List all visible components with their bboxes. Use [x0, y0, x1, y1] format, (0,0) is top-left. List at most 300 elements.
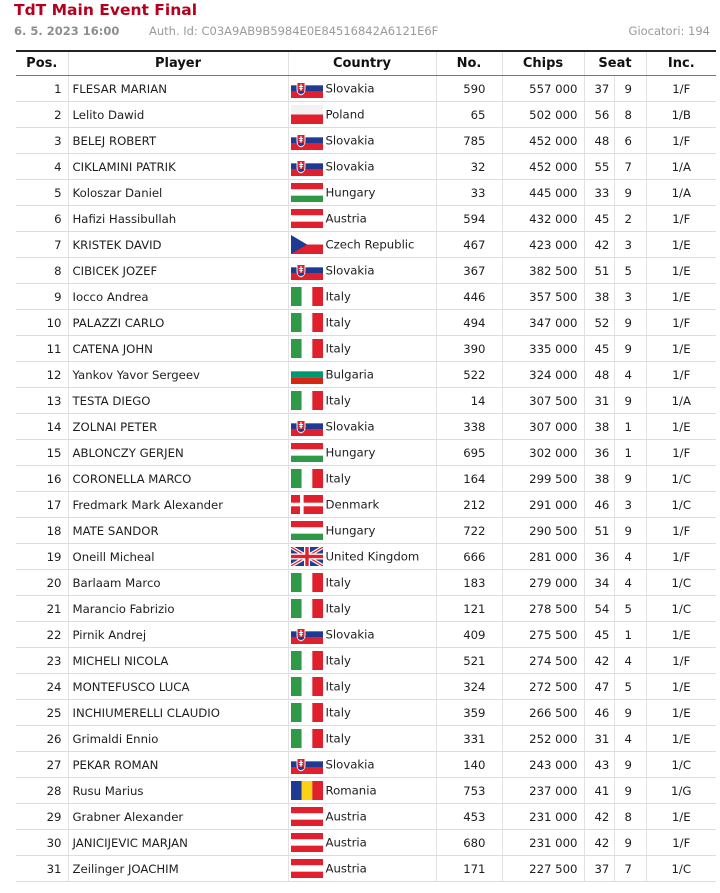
player-name: INCHIUMERELLI CLAUDIO	[68, 700, 288, 726]
player-number: 183	[436, 570, 502, 596]
position-cell: 29	[16, 804, 68, 830]
country-name: Slovakia	[325, 757, 375, 772]
table-number: 31	[584, 726, 614, 752]
country-name: Italy	[325, 575, 351, 590]
player-name: CIKLAMINI PATRIK	[68, 154, 288, 180]
table-number: 41	[584, 778, 614, 804]
player-name: JANICIJEVIC MARJAN	[68, 830, 288, 856]
chip-count: 279 000	[502, 570, 584, 596]
seat-number: 9	[614, 310, 646, 336]
entry-day: 1/C	[646, 596, 716, 622]
player-name: TESTA DIEGO	[68, 388, 288, 414]
entry-day: 1/C	[646, 466, 716, 492]
chip-count: 335 000	[502, 336, 584, 362]
flag-sk-icon	[291, 261, 323, 280]
table-row	[16, 284, 716, 310]
player-name: CIBICEK JOZEF	[68, 258, 288, 284]
player-name: FLESAR MARIAN	[68, 76, 288, 102]
player-name: ABLONCZY GERJEN	[68, 440, 288, 466]
player-name: Lelito Dawid	[68, 102, 288, 128]
table-row	[16, 440, 716, 466]
country-name: Bulgaria	[325, 367, 374, 382]
country-cell	[288, 414, 436, 440]
table-number: 45	[584, 336, 614, 362]
chip-count: 452 000	[502, 128, 584, 154]
player-name: Koloszar Daniel	[68, 180, 288, 206]
table-number: 38	[584, 466, 614, 492]
entry-day: 1/F	[646, 362, 716, 388]
country-cell	[288, 154, 436, 180]
player-number: 453	[436, 804, 502, 830]
flag-it-icon	[291, 599, 323, 618]
page-title: TdT Main Event Final	[14, 1, 198, 19]
entry-day: 1/E	[646, 336, 716, 362]
flag-cz-icon	[291, 235, 323, 254]
chip-count: 357 500	[502, 284, 584, 310]
table-number: 46	[584, 700, 614, 726]
flag-it-icon	[291, 391, 323, 410]
table-row	[16, 674, 716, 700]
player-number: 164	[436, 466, 502, 492]
seat-number: 1	[614, 440, 646, 466]
country-cell	[288, 778, 436, 804]
table-number: 36	[584, 440, 614, 466]
column-header-seat[interactable]: Seat	[584, 51, 646, 76]
table-number: 52	[584, 310, 614, 336]
country-name: Slovakia	[325, 263, 375, 278]
column-header-player[interactable]: Player	[68, 51, 288, 76]
player-name: MICHELI NICOLA	[68, 648, 288, 674]
column-header-chips[interactable]: Chips	[502, 51, 584, 76]
table-row	[16, 596, 716, 622]
table-row	[16, 102, 716, 128]
entry-day: 1/G	[646, 778, 716, 804]
chip-count: 502 000	[502, 102, 584, 128]
player-number: 338	[436, 414, 502, 440]
country-name: Italy	[325, 341, 351, 356]
chip-count: 278 500	[502, 596, 584, 622]
table-number: 36	[584, 544, 614, 570]
chip-count: 307 500	[502, 388, 584, 414]
country-name: Hungary	[325, 185, 376, 200]
table-number: 42	[584, 648, 614, 674]
player-name: Barlaam Marco	[68, 570, 288, 596]
chip-count: 445 000	[502, 180, 584, 206]
country-cell	[288, 804, 436, 830]
entry-day: 1/F	[646, 648, 716, 674]
country-cell	[288, 856, 436, 882]
flag-it-icon	[291, 469, 323, 488]
country-cell	[288, 596, 436, 622]
player-name: MATE SANDOR	[68, 518, 288, 544]
table-number: 56	[584, 102, 614, 128]
country-name: Denmark	[325, 497, 380, 512]
player-number: 171	[436, 856, 502, 882]
player-number: 14	[436, 388, 502, 414]
table-number: 34	[584, 570, 614, 596]
country-cell	[288, 232, 436, 258]
table-row	[16, 336, 716, 362]
chip-count: 452 000	[502, 154, 584, 180]
player-number: 409	[436, 622, 502, 648]
seat-number: 9	[614, 388, 646, 414]
seat-number: 3	[614, 492, 646, 518]
entry-day: 1/F	[646, 206, 716, 232]
position-cell: 7	[16, 232, 68, 258]
country-cell	[288, 102, 436, 128]
player-number: 212	[436, 492, 502, 518]
seat-number: 7	[614, 154, 646, 180]
player-name: Marancio Fabrizio	[68, 596, 288, 622]
country-cell	[288, 622, 436, 648]
column-header-inc[interactable]: Inc.	[646, 51, 716, 76]
position-cell: 9	[16, 284, 68, 310]
position-cell: 1	[16, 76, 68, 102]
country-name: Austria	[325, 861, 367, 876]
country-cell	[288, 752, 436, 778]
position-cell: 10	[16, 310, 68, 336]
position-cell: 18	[16, 518, 68, 544]
country-cell	[288, 336, 436, 362]
seat-number: 9	[614, 830, 646, 856]
seat-number: 2	[614, 206, 646, 232]
seat-number: 6	[614, 128, 646, 154]
country-name: Hungary	[325, 523, 376, 538]
table-row	[16, 128, 716, 154]
chip-count: 557 000	[502, 76, 584, 102]
player-number: 367	[436, 258, 502, 284]
country-name: Italy	[325, 679, 351, 694]
flag-it-icon	[291, 729, 323, 748]
entry-day: 1/F	[646, 128, 716, 154]
flag-it-icon	[291, 313, 323, 332]
flag-at-icon	[291, 209, 323, 228]
table-row	[16, 362, 716, 388]
country-cell	[288, 518, 436, 544]
country-name: Poland	[325, 107, 365, 122]
table-number: 55	[584, 154, 614, 180]
position-cell: 15	[16, 440, 68, 466]
table-row	[16, 232, 716, 258]
players-count: Giocatori: 194	[628, 24, 710, 38]
country-cell	[288, 258, 436, 284]
flag-at-icon	[291, 859, 323, 878]
position-cell: 4	[16, 154, 68, 180]
table-row	[16, 206, 716, 232]
table-number: 51	[584, 258, 614, 284]
country-cell	[288, 180, 436, 206]
country-name: Slovakia	[325, 81, 375, 96]
results-table	[16, 50, 716, 882]
table-number: 42	[584, 232, 614, 258]
country-name: Austria	[325, 211, 367, 226]
country-name: Czech Republic	[325, 237, 415, 252]
table-number: 43	[584, 752, 614, 778]
position-cell: 25	[16, 700, 68, 726]
chip-count: 252 000	[502, 726, 584, 752]
player-name: Grabner Alexander	[68, 804, 288, 830]
player-name: PEKAR ROMAN	[68, 752, 288, 778]
seat-number: 8	[614, 804, 646, 830]
position-cell: 6	[16, 206, 68, 232]
table-number: 37	[584, 856, 614, 882]
position-cell: 8	[16, 258, 68, 284]
position-cell: 5	[16, 180, 68, 206]
flag-sk-icon	[291, 79, 323, 98]
country-name: Italy	[325, 315, 351, 330]
seat-number: 9	[614, 518, 646, 544]
player-number: 521	[436, 648, 502, 674]
flag-hu-icon	[291, 183, 323, 202]
country-cell	[288, 76, 436, 102]
column-header-pos[interactable]: Pos.	[16, 51, 68, 76]
player-number: 331	[436, 726, 502, 752]
entry-day: 1/A	[646, 180, 716, 206]
entry-day: 1/C	[646, 752, 716, 778]
flag-dk-icon	[291, 495, 323, 514]
entry-day: 1/F	[646, 830, 716, 856]
table-row	[16, 518, 716, 544]
player-name: Fredmark Mark Alexander	[68, 492, 288, 518]
seat-number: 5	[614, 596, 646, 622]
country-name: Slovakia	[325, 133, 375, 148]
table-row	[16, 622, 716, 648]
position-cell: 21	[16, 596, 68, 622]
table-row	[16, 544, 716, 570]
position-cell: 28	[16, 778, 68, 804]
seat-number: 9	[614, 700, 646, 726]
seat-number: 9	[614, 466, 646, 492]
table-row	[16, 570, 716, 596]
entry-day: 1/A	[646, 154, 716, 180]
flag-it-icon	[291, 651, 323, 670]
entry-day: 1/F	[646, 76, 716, 102]
player-name: Grimaldi Ennio	[68, 726, 288, 752]
player-name: KRISTEK DAVID	[68, 232, 288, 258]
position-cell: 2	[16, 102, 68, 128]
country-cell	[288, 492, 436, 518]
chip-count: 347 000	[502, 310, 584, 336]
table-number: 48	[584, 128, 614, 154]
country-name: Hungary	[325, 445, 376, 460]
table-row	[16, 414, 716, 440]
player-number: 680	[436, 830, 502, 856]
position-cell: 23	[16, 648, 68, 674]
event-date: 6. 5. 2023 16:00	[14, 24, 120, 38]
table-row	[16, 76, 716, 102]
player-name: Iocco Andrea	[68, 284, 288, 310]
player-number: 32	[436, 154, 502, 180]
country-name: Italy	[325, 471, 351, 486]
seat-number: 3	[614, 284, 646, 310]
entry-day: 1/E	[646, 414, 716, 440]
column-header-no[interactable]: No.	[436, 51, 502, 76]
entry-day: 1/E	[646, 804, 716, 830]
player-number: 590	[436, 76, 502, 102]
flag-it-icon	[291, 703, 323, 722]
table-row	[16, 648, 716, 674]
chip-count: 281 000	[502, 544, 584, 570]
player-name: Hafizi Hassibullah	[68, 206, 288, 232]
entry-day: 1/A	[646, 388, 716, 414]
entry-day: 1/E	[646, 622, 716, 648]
country-cell	[288, 284, 436, 310]
player-name: MONTEFUSCO LUCA	[68, 674, 288, 700]
country-cell	[288, 206, 436, 232]
player-name: Zeilinger JOACHIM	[68, 856, 288, 882]
chip-count: 266 500	[502, 700, 584, 726]
player-number: 522	[436, 362, 502, 388]
seat-number: 4	[614, 648, 646, 674]
country-name: Slovakia	[325, 627, 375, 642]
table-row	[16, 466, 716, 492]
flag-sk-icon	[291, 417, 323, 436]
table-number: 31	[584, 388, 614, 414]
country-name: Austria	[325, 835, 367, 850]
table-row	[16, 700, 716, 726]
player-name: BELEJ ROBERT	[68, 128, 288, 154]
position-cell: 12	[16, 362, 68, 388]
player-name: Oneill Micheal	[68, 544, 288, 570]
chip-count: 432 000	[502, 206, 584, 232]
player-number: 785	[436, 128, 502, 154]
table-number: 33	[584, 180, 614, 206]
country-name: Italy	[325, 705, 351, 720]
position-cell: 22	[16, 622, 68, 648]
flag-it-icon	[291, 677, 323, 696]
player-number: 33	[436, 180, 502, 206]
table-row	[16, 804, 716, 830]
table-row	[16, 856, 716, 882]
country-name: Slovakia	[325, 419, 375, 434]
position-cell: 31	[16, 856, 68, 882]
entry-day: 1/F	[646, 310, 716, 336]
chip-count: 274 500	[502, 648, 584, 674]
flag-ro-icon	[291, 781, 323, 800]
seat-number: 9	[614, 778, 646, 804]
table-number: 45	[584, 206, 614, 232]
chip-count: 382 500	[502, 258, 584, 284]
player-name: PALAZZI CARLO	[68, 310, 288, 336]
chip-count: 423 000	[502, 232, 584, 258]
player-number: 695	[436, 440, 502, 466]
position-cell: 3	[16, 128, 68, 154]
entry-day: 1/F	[646, 518, 716, 544]
player-name: ZOLNAI PETER	[68, 414, 288, 440]
seat-number: 9	[614, 336, 646, 362]
country-name: Italy	[325, 289, 351, 304]
position-cell: 14	[16, 414, 68, 440]
country-cell	[288, 830, 436, 856]
chip-count: 324 000	[502, 362, 584, 388]
flag-pl-icon	[291, 105, 323, 124]
entry-day: 1/E	[646, 232, 716, 258]
position-cell: 19	[16, 544, 68, 570]
country-cell	[288, 700, 436, 726]
table-number: 47	[584, 674, 614, 700]
position-cell: 13	[16, 388, 68, 414]
player-number: 467	[436, 232, 502, 258]
seat-number: 3	[614, 232, 646, 258]
chip-count: 243 000	[502, 752, 584, 778]
table-row	[16, 726, 716, 752]
player-number: 722	[436, 518, 502, 544]
seat-number: 9	[614, 76, 646, 102]
player-number: 65	[436, 102, 502, 128]
player-name: CATENA JOHN	[68, 336, 288, 362]
table-number: 46	[584, 492, 614, 518]
seat-number: 5	[614, 258, 646, 284]
column-header-country[interactable]: Country	[288, 51, 436, 76]
entry-day: 1/E	[646, 726, 716, 752]
entry-day: 1/F	[646, 544, 716, 570]
country-cell	[288, 310, 436, 336]
seat-number: 4	[614, 726, 646, 752]
country-name: Italy	[325, 601, 351, 616]
table-number: 51	[584, 518, 614, 544]
flag-at-icon	[291, 833, 323, 852]
seat-number: 4	[614, 362, 646, 388]
player-number: 446	[436, 284, 502, 310]
entry-day: 1/E	[646, 284, 716, 310]
table-number: 45	[584, 622, 614, 648]
seat-number: 1	[614, 622, 646, 648]
table-number: 42	[584, 830, 614, 856]
position-cell: 26	[16, 726, 68, 752]
seat-number: 9	[614, 752, 646, 778]
country-name: United Kingdom	[325, 549, 420, 564]
country-cell	[288, 388, 436, 414]
entry-day: 1/C	[646, 492, 716, 518]
table-number: 37	[584, 76, 614, 102]
country-cell	[288, 440, 436, 466]
player-number: 594	[436, 206, 502, 232]
table-row	[16, 310, 716, 336]
table-row	[16, 778, 716, 804]
entry-day: 1/F	[646, 440, 716, 466]
position-cell: 27	[16, 752, 68, 778]
country-cell	[288, 570, 436, 596]
seat-number: 7	[614, 856, 646, 882]
position-cell: 11	[16, 336, 68, 362]
flag-it-icon	[291, 339, 323, 358]
flag-sk-icon	[291, 755, 323, 774]
table-row	[16, 258, 716, 284]
chip-count: 272 500	[502, 674, 584, 700]
country-name: Slovakia	[325, 159, 375, 174]
chip-count: 302 000	[502, 440, 584, 466]
player-name: Pirnik Andrej	[68, 622, 288, 648]
table-header-row	[16, 51, 716, 76]
chip-count: 299 500	[502, 466, 584, 492]
flag-at-icon	[291, 807, 323, 826]
table-row	[16, 154, 716, 180]
table-row	[16, 388, 716, 414]
country-cell	[288, 674, 436, 700]
seat-number: 4	[614, 570, 646, 596]
flag-it-icon	[291, 573, 323, 592]
seat-number: 5	[614, 674, 646, 700]
flag-sk-icon	[291, 625, 323, 644]
flag-bg-icon	[291, 365, 323, 384]
chip-count: 237 000	[502, 778, 584, 804]
chip-count: 231 000	[502, 804, 584, 830]
chip-count: 231 000	[502, 830, 584, 856]
table-number: 38	[584, 284, 614, 310]
country-cell	[288, 726, 436, 752]
table-row	[16, 492, 716, 518]
player-number: 666	[436, 544, 502, 570]
